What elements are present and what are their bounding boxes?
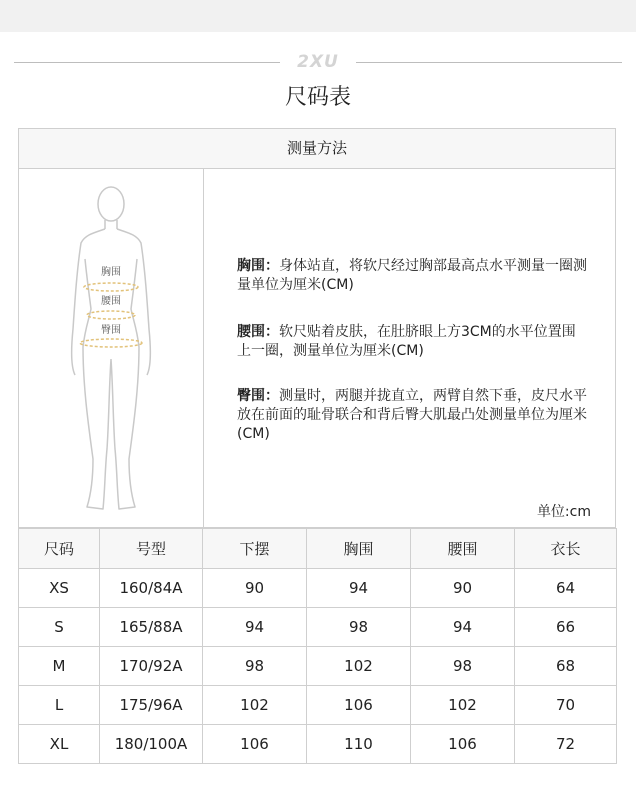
table-row bbox=[19, 647, 617, 686]
cell-size: XL bbox=[19, 725, 100, 764]
table-row bbox=[19, 608, 617, 647]
hip-term: 臀围： bbox=[237, 388, 279, 404]
size-table bbox=[18, 528, 617, 764]
cell-length: 68 bbox=[515, 647, 617, 686]
cell-size: S bbox=[19, 608, 100, 647]
unit-label: 单位:cm bbox=[536, 504, 591, 520]
cell-model: 160/84A bbox=[100, 569, 203, 608]
table-row bbox=[19, 725, 617, 764]
page-title: 尺码表 bbox=[284, 85, 351, 110]
cell-model: 165/88A bbox=[100, 608, 203, 647]
table-row bbox=[19, 569, 617, 608]
chest-label: 胸围 bbox=[101, 267, 121, 278]
cell-chest: 110 bbox=[307, 725, 411, 764]
cell-hem: 90 bbox=[203, 569, 307, 608]
cell-length: 64 bbox=[515, 569, 617, 608]
cell-waist: 106 bbox=[411, 725, 515, 764]
cell-chest: 102 bbox=[307, 647, 411, 686]
cell-size: M bbox=[19, 647, 100, 686]
cell-waist: 94 bbox=[411, 608, 515, 647]
cell-length: 66 bbox=[515, 608, 617, 647]
cell-size: XS bbox=[19, 569, 100, 608]
chest-text: 身体站直，将软尺经过胸部最高点水平测量一圈测量单位为厘米(CM) bbox=[237, 258, 587, 293]
cell-hem: 106 bbox=[203, 725, 307, 764]
body-outline-figure bbox=[19, 169, 203, 527]
size-table-header bbox=[19, 529, 617, 569]
cell-length: 72 bbox=[515, 725, 617, 764]
header-hem: 下摆 bbox=[203, 529, 307, 569]
cell-waist: 90 bbox=[411, 569, 515, 608]
header-size: 尺码 bbox=[19, 529, 100, 569]
cell-model: 180/100A bbox=[100, 725, 203, 764]
brand-divider-left bbox=[14, 62, 280, 63]
waist-term: 腰围： bbox=[237, 324, 279, 340]
body-figure-cell bbox=[19, 169, 204, 527]
chest-term: 胸围： bbox=[237, 258, 279, 274]
cell-model: 170/92A bbox=[100, 647, 203, 686]
header-waist: 腰围 bbox=[411, 529, 515, 569]
cell-chest: 98 bbox=[307, 608, 411, 647]
cell-hem: 98 bbox=[203, 647, 307, 686]
table-row bbox=[19, 686, 617, 725]
hip-description bbox=[237, 387, 589, 444]
cell-chest: 94 bbox=[307, 569, 411, 608]
cell-size: L bbox=[19, 686, 100, 725]
top-band bbox=[0, 0, 636, 32]
waist-label: 腰围 bbox=[101, 296, 121, 307]
header-model: 号型 bbox=[100, 529, 203, 569]
brand-divider-right bbox=[356, 62, 622, 63]
chest-description bbox=[237, 257, 589, 295]
brand-header bbox=[0, 50, 636, 74]
cell-hem: 102 bbox=[203, 686, 307, 725]
brand-logo: 2XU bbox=[297, 52, 339, 72]
waist-text: 软尺贴着皮肤，在肚脐眼上方3CM的水平位置围上一圈，测量单位为厘米(CM) bbox=[237, 324, 576, 359]
cell-model: 175/96A bbox=[100, 686, 203, 725]
header-chest: 胸围 bbox=[307, 529, 411, 569]
cell-hem: 94 bbox=[203, 608, 307, 647]
cell-chest: 106 bbox=[307, 686, 411, 725]
cell-waist: 102 bbox=[411, 686, 515, 725]
measurement-panel bbox=[18, 128, 616, 528]
cell-waist: 98 bbox=[411, 647, 515, 686]
measurement-header: 测量方法 bbox=[19, 129, 615, 169]
hip-text: 测量时，两腿并拢直立，两臂自然下垂，皮尺水平放在前面的耻骨联合和背后臀大肌最凸处测量单位为厘米(CM) bbox=[237, 388, 587, 442]
cell-length: 70 bbox=[515, 686, 617, 725]
hip-label: 臀围 bbox=[101, 325, 121, 336]
waist-description bbox=[237, 323, 589, 361]
header-length: 衣长 bbox=[515, 529, 617, 569]
